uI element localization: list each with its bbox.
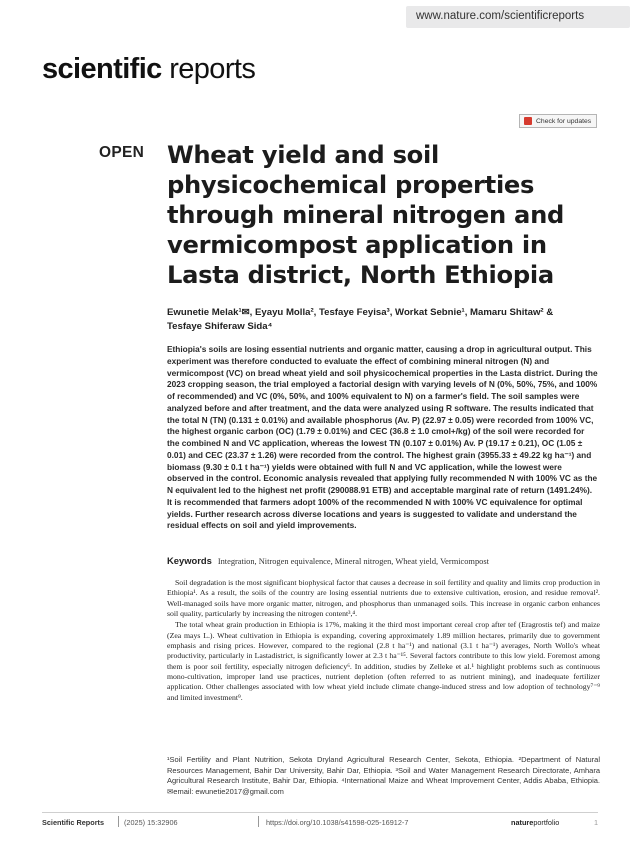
nature-thin: portfolio (533, 818, 560, 827)
keywords-list: Integration, Nitrogen equivalence, Mineral nitrogen, Wheat yield, Vermicompost (217, 557, 489, 566)
journal-url[interactable]: www.nature.com/scientificreports (416, 10, 585, 22)
article-title: Wheat yield and soil physicochemical properties through mineral nitrogen and vermicompost application in Lasta district, North Ethiopia (167, 141, 565, 289)
footer-divider (42, 812, 598, 813)
keywords-label: Keywords (167, 555, 212, 566)
check-for-updates-button[interactable] (519, 114, 597, 128)
page-number: 1 (594, 818, 599, 827)
footer-journal: Scientific Reports (42, 818, 105, 827)
open-access-label: OPEN (99, 144, 145, 161)
crossmark-icon (524, 117, 532, 125)
introduction-text (167, 578, 600, 703)
footer-doi-link[interactable]: https://doi.org/10.1038/s41598-025-16912-7 (266, 818, 409, 827)
footer-citation: (2025) 15:32906 (124, 818, 178, 827)
brand-bold: scientific (42, 53, 162, 85)
check-updates-label: Check for updates (536, 117, 592, 125)
affiliations: ¹Soil Fertility and Plant Nutrition, Sekota Dryland Agricultural Research Center, Sekota, Ethiopia. ²Department of Natural Resources Management, Bahir Dar University, Bahir Dar, Ethiopia. ³Soil and Water Management Research Directorate, Amhara Agricultural Research Institute, Bahir Dar, Ethiopia. ⁴International Maize and Wheat Improvement Center, Addis Ababa, Ethiopia. ✉email: ewunetie2017@gmail.com (167, 755, 600, 796)
journal-logo (42, 53, 255, 86)
abstract: Ethiopia's soils are losing essential nutrients and organic matter, causing a drop in agricultural output. This experiment was therefore conducted to evaluate the effect of combining mineral nitrogen (N) and vermicompost (VC) on bread wheat yield and soil physicochemical properties in the Lasta district. During the 2023 cropping season, the trial employed a factorial design with varying levels of N (0%, 50%, 75%, and 100% of recommended) and VC (0%, 50%, and 100% equivalent to N) on a farmer's field. The soil samples were analyzed before and after treatment, and the data were analyzed using R software. The results indicated that the total N (TN) (0.131 ± 0.01%) and available phosphorus (Av. P) (22.97 ± 0.05) were recorded from 100% VC, the highest organic carbon (OC) (1.79 ± 0.01%) and CEC (36.8 ± 1.0 cmol+/kg) of the soil were recorded for the combined N and VC application, whereas the lowest TN (0.107 ± 0.01%) Av. P (19.17 ± 0.21), OC (1.05 ± 0.01) and CEC (23.37 ± 1.26) were recorded from the control. The highest grain (3955.33 ± 49.22 kg ha⁻¹) and biomass (9.30 ± 0.1 t ha⁻¹) yields were obtained with full N and VC application, while the lowest were observed in the control. Economic analysis revealed that applying fully recommended N with 100% VC as the N equivalent led to the highest net profit (290088.91 ETB) and acceptable marginal rate of return (1491.24%). It is recommended that farmers adopt 100% of the recommended N with 100% VC equivalence for optimal yields. Further research across diverse locations and years is suggested to validate and understand the residual effects on soil and yield improvements. (167, 344, 598, 531)
footer-separator (258, 816, 259, 827)
author-list (167, 306, 607, 334)
body-paragraph-1: Soil degradation is the most significant biophysical factor that causes a decrease in soil fertility and quality and limits crop production in Ethiopia¹. As a result, the soils of the country are losing essential nutrients due to extensive cultivation, erosion, and residue removal². Well-managed soils have more organic matter, nitrogen, and phosphorus than unmanaged soils. This increase in organic carbon enhances soil quality, particularly by increasing the nitrogen content³,⁴. (167, 578, 600, 619)
journal-url-bar[interactable] (406, 6, 630, 28)
keywords-section (167, 555, 607, 566)
nature-portfolio-logo (511, 818, 559, 827)
authors-line-2: Tesfaye Shiferaw Sida⁴ (167, 321, 273, 332)
nature-bold: nature (511, 818, 534, 827)
footer-separator (118, 816, 119, 827)
authors-line-1: Ewunetie Melak¹✉, Eyayu Molla², Tesfaye Feyisa³, Workat Sebnie¹, Mamaru Shitaw² & (167, 307, 554, 318)
body-paragraph-2: The total wheat grain production in Ethiopia is 17%, making it the third most important cereal crop after tef (Eragrostis tef) and maize (Zea mays L.). Wheat cultivation in Ethiopia is expanding, covering approximately 1.89 million hectares, primarily due to government emphasis and rising prices. However, compared to the regional (2.8 t ha⁻¹) and national (3.1 t ha⁻¹) averages, North Wollo's wheat productivity, particularly in Lastadistrict, is significantly lower at 2.3 t ha⁻¹⁵. Several factors contribute to this low yield. Foremost among them is poor soil fertility, especially nitrogen deficiency⁶. In addition, studies by Zelleke et al.¹ highlight problems such as continuous mono-cultivation, improper land use practices, nutrient depletion (often referred to as nutrient mining), and inadequate fertilizer application. Other challenges associated with low wheat yield include climate change-induced stress and low adoption of technology⁷⁻⁹ and limited investment⁹. (167, 620, 600, 702)
brand-thin: reports (169, 53, 256, 85)
